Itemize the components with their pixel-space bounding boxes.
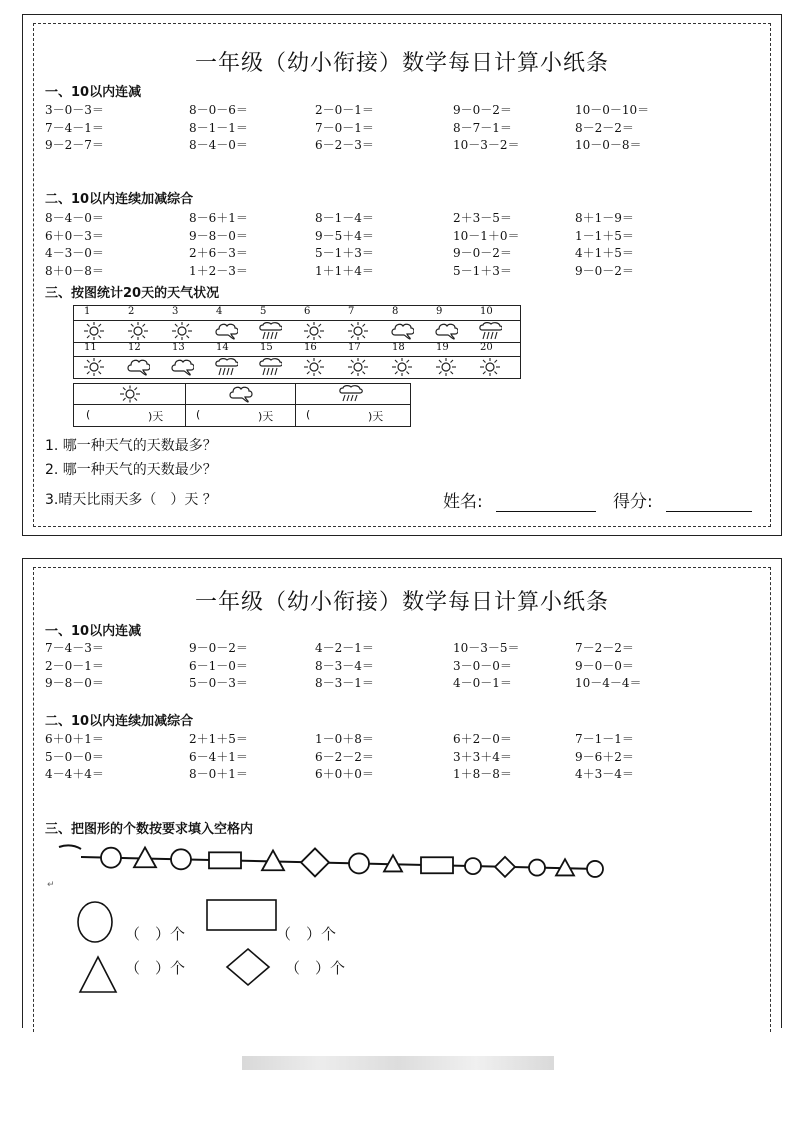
equation[interactable]: 3－0－3＝	[45, 103, 104, 117]
equation[interactable]: 8－4－0＝	[45, 211, 104, 225]
diamond-shape	[225, 947, 271, 987]
equation[interactable]: 7－2－2＝	[575, 641, 634, 655]
equation[interactable]: 6－2－3＝	[315, 138, 374, 152]
sun-icon	[118, 385, 142, 403]
cloud-icon	[214, 321, 238, 341]
tally-sun-open: (	[86, 408, 91, 421]
equation[interactable]: 6－1－0＝	[189, 658, 248, 673]
equation[interactable]: 3－0－0＝	[453, 658, 512, 673]
weather-table	[73, 305, 521, 379]
equation[interactable]: 4＋1＋5＝	[575, 246, 634, 260]
equation[interactable]: 6＋0＋1＝	[45, 732, 104, 746]
chain-rect	[421, 857, 453, 873]
day-number: 15	[260, 342, 273, 353]
chain-diamond	[301, 848, 329, 876]
equation[interactable]: 2－0－1＝	[45, 658, 104, 673]
equation[interactable]: 9－0－2＝	[189, 641, 248, 655]
chain-diamond	[495, 857, 515, 877]
equation[interactable]: 10－0－10＝	[575, 103, 650, 117]
equation[interactable]: 6＋2－0＝	[453, 732, 512, 746]
sun-icon	[346, 321, 370, 341]
day-number: 10	[480, 306, 493, 317]
rain-icon	[258, 321, 282, 341]
day-number: 14	[216, 342, 229, 353]
rain-icon	[338, 385, 364, 403]
sun-icon	[346, 357, 370, 377]
equation[interactable]: 1＋1＋4＝	[315, 263, 374, 278]
worksheet-2	[22, 558, 782, 1028]
equation[interactable]: 8－3－1＝	[315, 676, 374, 690]
sun-icon	[82, 357, 106, 377]
chain-circle	[101, 848, 121, 868]
tally-table	[73, 383, 411, 427]
equation[interactable]: 8－4－0＝	[189, 138, 248, 152]
sun-icon	[82, 321, 106, 341]
equation[interactable]: 4－4＋4＝	[45, 767, 104, 781]
equation[interactable]: 1－1＋5＝	[575, 228, 634, 243]
equation[interactable]: 4－0－1＝	[453, 676, 512, 690]
tally-rain-open: (	[306, 408, 311, 421]
day-number: 17	[348, 342, 361, 353]
equation[interactable]: 4－3－0＝	[45, 246, 104, 260]
section-3-heading: 三、把图形的个数按要求填入空格内	[45, 822, 254, 837]
day-number: 6	[304, 306, 311, 317]
cloud-icon	[434, 321, 458, 341]
equation[interactable]: 1＋8－8＝	[453, 767, 512, 781]
equation[interactable]: 10－3－2＝	[453, 138, 520, 152]
worksheet-title: 一年级（幼小衔接）数学每日计算小纸条	[194, 51, 609, 76]
equation[interactable]: 2－0－1＝	[315, 103, 374, 117]
question-2: 2. 哪一种天气的天数最少？	[45, 462, 217, 478]
equation[interactable]: 2＋3－5＝	[453, 211, 512, 225]
equation[interactable]: 8－1－1＝	[189, 120, 248, 135]
score-field[interactable]	[613, 487, 752, 512]
equation[interactable]: 5－1＋3＝	[315, 246, 374, 260]
chain-circle	[349, 853, 369, 873]
equation[interactable]: 9－8－0＝	[45, 676, 104, 690]
cloud-icon	[390, 321, 414, 341]
day-number: 9	[436, 306, 443, 317]
equation[interactable]: 6－2－2＝	[315, 749, 374, 764]
day-number: 5	[260, 306, 267, 317]
sun-icon	[434, 357, 458, 377]
chain-circle	[465, 858, 481, 874]
equation[interactable]: 6－4＋1＝	[189, 749, 248, 764]
sun-icon	[302, 357, 326, 377]
day-number: 11	[84, 342, 97, 353]
rectangle-count[interactable]: （ ）个	[276, 925, 337, 943]
equation[interactable]: 9－0－0＝	[575, 658, 634, 673]
tally-cloud-close: )天	[258, 410, 274, 423]
equation[interactable]: 5－1＋3＝	[453, 263, 512, 278]
cloud-icon	[126, 357, 150, 377]
sun-icon	[126, 321, 150, 341]
equation[interactable]: 9－0－2＝	[453, 103, 512, 117]
sun-icon	[478, 357, 502, 377]
day-number: 4	[216, 306, 223, 317]
tally-rain-close: )天	[368, 410, 384, 423]
chain-circle	[171, 849, 191, 869]
equation[interactable]: 4－2－1＝	[315, 641, 374, 655]
tally-cloud-open: (	[196, 408, 201, 421]
day-number: 18	[392, 342, 405, 353]
day-number: 12	[128, 342, 141, 353]
section-2-heading: 二、10以内连续加减综合	[45, 192, 194, 207]
equation[interactable]: 9－8－0＝	[189, 228, 248, 243]
tally-sun-close: )天	[148, 410, 164, 423]
equation[interactable]: 7－0－1＝	[315, 120, 374, 135]
day-number: 7	[348, 306, 355, 317]
day-number: 8	[392, 306, 399, 317]
day-number: 1	[84, 306, 91, 317]
equation[interactable]: 10－4－4＝	[575, 676, 642, 690]
day-number: 20	[480, 342, 493, 353]
equation[interactable]: 4＋3－4＝	[575, 767, 634, 781]
question-3: 3.晴天比雨天多（ ）天 ？	[45, 492, 217, 508]
rain-icon	[258, 357, 282, 377]
equation[interactable]: 3＋3＋4＝	[453, 749, 512, 764]
circle-shape	[75, 899, 115, 945]
equation[interactable]: 8－0＋1＝	[189, 767, 248, 781]
equation[interactable]: 8＋1－9＝	[575, 211, 634, 225]
day-number: 2	[128, 306, 135, 317]
equation[interactable]: 5－0－3＝	[189, 676, 248, 690]
rectangle-shape	[206, 899, 278, 933]
name-label: 姓名:	[443, 492, 483, 512]
equation[interactable]: 9－6＋2＝	[575, 749, 634, 764]
equation[interactable]: 10－3－5＝	[453, 641, 520, 655]
chain-circle	[529, 860, 545, 876]
equation[interactable]: 8－0－6＝	[189, 103, 248, 117]
section-3-heading: 三、按图统计20天的天气状况	[45, 286, 220, 301]
sun-icon	[302, 321, 326, 341]
shape-chain	[53, 839, 613, 883]
rain-icon	[214, 357, 238, 377]
equation[interactable]: 1－0＋8＝	[315, 732, 374, 746]
blurred-watermark	[242, 1056, 554, 1070]
worksheet-1	[22, 14, 782, 536]
equation[interactable]: 8＋0－8＝	[45, 263, 104, 278]
equation[interactable]: 9－0－2＝	[575, 263, 634, 278]
day-number: 19	[436, 342, 449, 353]
day-number: 16	[304, 342, 317, 353]
equation[interactable]: 9－0－2＝	[453, 246, 512, 260]
equation[interactable]: 8－7－1＝	[453, 120, 512, 135]
equation[interactable]: 2＋1＋5＝	[189, 732, 248, 746]
equation[interactable]: 8－1－4＝	[315, 211, 374, 225]
diamond-count[interactable]: （ ）个	[285, 959, 346, 977]
equation[interactable]: 6＋0＋0＝	[315, 767, 374, 781]
section-1-heading: 一、10以内连减	[45, 624, 142, 639]
score-label: 得分:	[613, 492, 653, 512]
day-number: 3	[172, 306, 179, 317]
section-2-heading: 二、10以内连续加减综合	[45, 714, 194, 729]
cloud-icon	[170, 357, 194, 377]
equation[interactable]: 9－2－7＝	[45, 138, 104, 152]
circle-count[interactable]: （ ）个	[125, 925, 186, 943]
cloud-icon	[228, 385, 254, 403]
triangle-count[interactable]: （ ）个	[125, 959, 186, 977]
day-number: 13	[172, 342, 185, 353]
equation[interactable]: 7－4－1＝	[45, 120, 104, 135]
sun-icon	[170, 321, 194, 341]
name-field[interactable]	[443, 487, 596, 512]
equation[interactable]: 10－0－8＝	[575, 138, 642, 152]
equation[interactable]: 8－3－4＝	[315, 658, 374, 673]
return-mark: ↵	[47, 880, 55, 890]
sun-icon	[390, 357, 414, 377]
equation[interactable]: 7－1－1＝	[575, 732, 634, 746]
equation[interactable]: 9－5＋4＝	[315, 228, 374, 243]
equation[interactable]: 10－1＋0＝	[453, 228, 520, 243]
chain-circle	[587, 861, 603, 877]
triangle-shape	[78, 955, 118, 995]
section-1-heading: 一、10以内连减	[45, 85, 142, 100]
equation[interactable]: 8－6＋1＝	[189, 211, 248, 225]
rain-icon	[478, 321, 502, 341]
equation[interactable]: 6＋0－3＝	[45, 228, 104, 243]
equation[interactable]: 5－0－0＝	[45, 749, 104, 764]
equation[interactable]: 7－4－3＝	[45, 641, 104, 655]
chain-rect	[209, 852, 241, 868]
worksheet-title: 一年级（幼小衔接）数学每日计算小纸条	[194, 590, 609, 615]
equation[interactable]: 8－2－2＝	[575, 120, 634, 135]
equation[interactable]: 1＋2－3＝	[189, 263, 248, 278]
equation[interactable]: 2＋6－3＝	[189, 246, 248, 260]
question-1: 1. 哪一种天气的天数最多？	[45, 438, 217, 454]
